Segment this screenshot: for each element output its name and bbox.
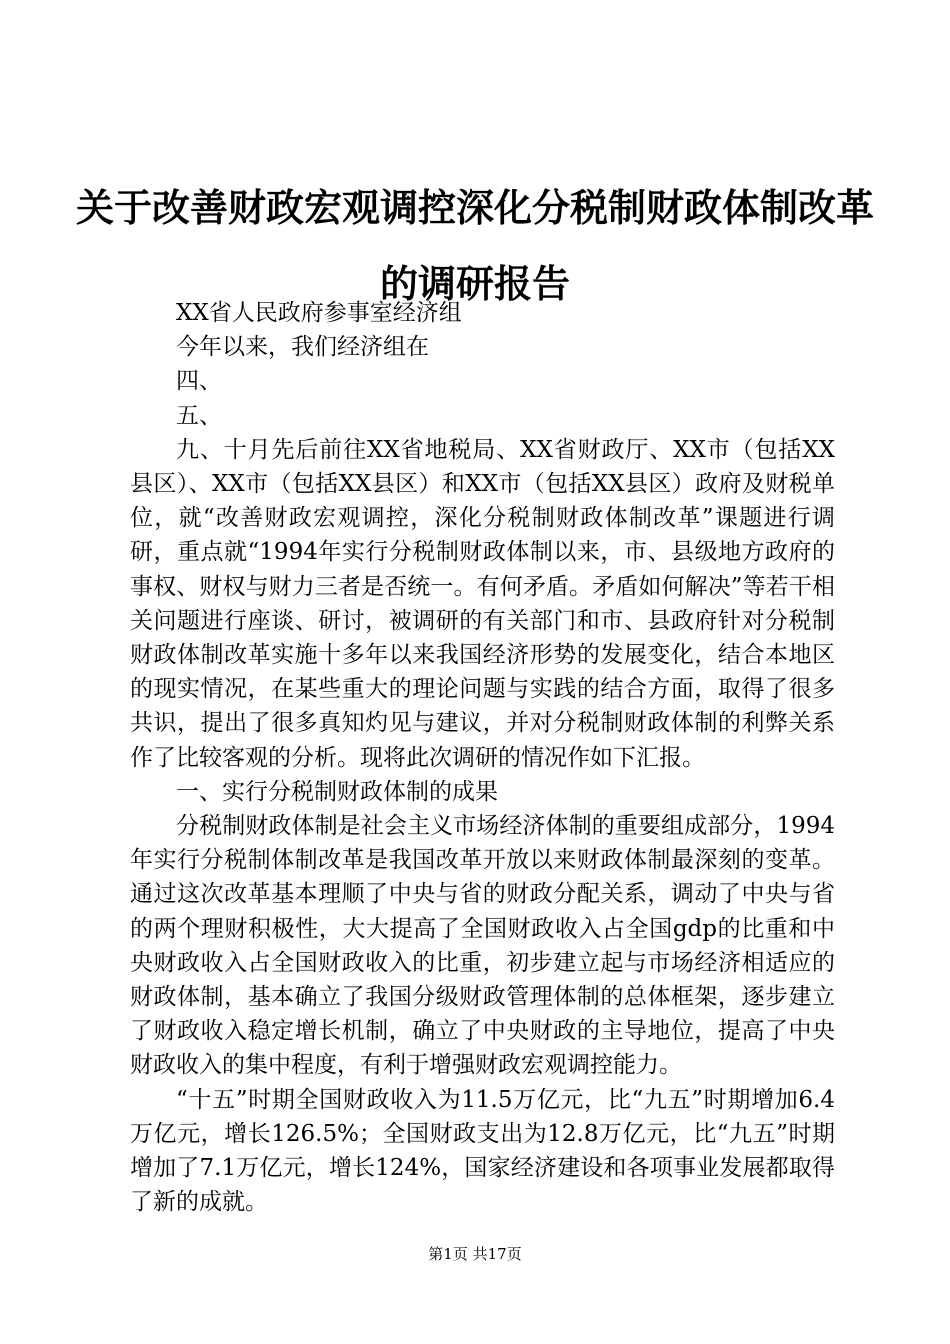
page-footer xyxy=(0,1244,950,1264)
intro-line: 今年以来，我们经济组在 xyxy=(176,334,429,361)
page-total: 共17页 xyxy=(472,1245,522,1263)
paragraph-research-overview: 九、十月先后前往XX省地税局、XX省财政厅、XX市（包括XX县区）、XX市（包括XX县区）和XX市（包括XX县区）政府及财税单位，就“改善财政宏观调控，深化分税制财政体制改革”课题进行调研，重点就“1994年实行分税制财政体制以来，市、县级地方政府的事权、财权与财力三者是否统一。有何矛盾。矛盾如何解决”等若干相关问题进行座谈、研讨，被调研的有关部门和市、县政府针对分税制财政体制改革实施十多年以来我国经济形势的发展变化，结合本地区的现实情况，在某些重大的理论问题与实践的结合方面，取得了很多共识，提出了很多真知灼见与建议，并对分税制财政体制的利弊关系作了比较客观的分析。现将此次调研的情况作如下汇报。 xyxy=(130,436,835,771)
document-title: 关于改善财政宏观调控深化分税制财政体制改革的调研报告 xyxy=(75,186,874,306)
section-heading-1: 一、实行分税制财政体制的成果 xyxy=(176,778,498,805)
author-line: XX省人民政府参事室经济组 xyxy=(176,300,462,326)
page-number: 第1页 xyxy=(428,1245,468,1263)
list-marker-five: 五、 xyxy=(176,402,222,429)
document-body xyxy=(130,296,835,1219)
paragraph-tax-system-results: 分税制财政体制是社会主义市场经济体制的重要组成部分，1994年实行分税制体制改革是我国改革开放以来财政体制最深刻的变革。通过这次改革基本理顺了中央与省的财政分配关系，调动了中央与省的两个理财积极性，大大提高了全国财政收入占全国gdp的比重和中央财政收入占全国财政收入的比重，初步建立起与市场经济相适应的财政体制，基本确立了我国分级财政管理体制的总体框架，逐步建立了财政收入稳定增长机制，确立了中央财政的主导地位，提高了中央财政收入的集中程度，有利于增强财政宏观调控能力。 xyxy=(130,813,835,1079)
paragraph-fiscal-figures: “十五”时期全国财政收入为11.5万亿元，比“九五”时期增加6.4万亿元，增长126.5%；全国财政支出为12.8万亿元，比“九五”时期增加了7.1万亿元，增长124%，国家经济建设和各项事业发展都取得了新的成就。 xyxy=(130,1086,835,1216)
list-marker-four: 四、 xyxy=(176,368,222,395)
